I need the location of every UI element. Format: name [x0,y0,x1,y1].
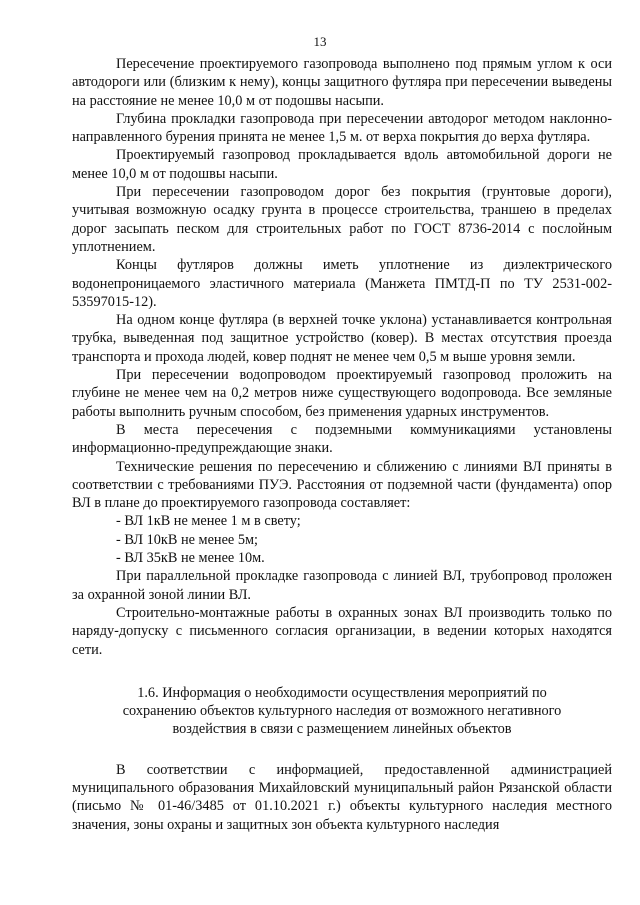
paragraph: Технические решения по пересечению и сближению с линиями ВЛ приняты в соответствии с требованиями ПУЭ. Расстояния от подземной части (фундамента) опор ВЛ в плане до проектируемого газопровода составляет: [72,458,612,512]
section-heading: 1.6. Информация о необходимости осуществления мероприятий по сохранению объектов культурного наследия от возможного негативного воздействия в связи с размещением линейных объектов [122,684,562,738]
paragraph: При пересечении водопроводом проектируемый газопровод проложить на глубине не менее чем на 0,2 метров ниже существующего водопровода. Все земляные работы выполнить ручным способом, без применения ударных инструментов. [72,367,612,420]
document-body [72,55,612,834]
paragraph: Строительно-монтажные работы в охранных зонах ВЛ производить только по наряду-допуску с письменного согласия организации, в ведении которых находятся сети. [72,604,612,658]
paragraph: На одном конце футляра (в верхней точке уклона) устанавливается контрольная трубка, выведенная под защитное устройство (ковер). В местах отсутствия проезда транспорта и прохода людей, ковер поднят не менее чем 0,5 м выше уровня земли. [72,312,612,365]
list-item: - ВЛ 1кВ не менее 1 м в свету; [116,513,301,530]
paragraph: Концы футляров должны иметь уплотнение из диэлектрического водонепроницаемого эластичного материала (Манжета ПМТД-П по ТУ 2531-002-53597015-12). [72,257,612,310]
paragraph: В соответствии с информацией, предоставленной администрацией муниципального образования Михайловский муниципальный район Рязанской области (письмо № 01-46/3485 от 01.10.2021 г.) объекты культурного наследия местного значения, зоны охраны и защитных зон объекта культурного наследия [72,761,612,833]
paragraph: При параллельной прокладке газопровода с линией ВЛ, трубопровод проложен за охранной зоной линии ВЛ. [72,568,612,603]
paragraph: В места пересечения с подземными коммуникациями установлены информационно-предупреждающие знаки. [72,421,612,457]
paragraph: Проектируемый газопровод прокладывается вдоль автомобильной дороги не менее 10,0 м от подошвы насыпи. [72,147,612,182]
paragraph: Глубина прокладки газопровода при пересечении автодорог методом наклонно-направленного бурения принята не менее 1,5 м. от верха покрытия до верха футляра. [72,110,612,146]
paragraph: Пересечение проектируемого газопровода выполнено под прямым углом к оси автодороги или (близким к нему), концы защитного футляра при пересечении выведены на расстояние не менее 10,0 м от подошвы насыпи. [72,56,612,109]
list-item: - ВЛ 35кВ не менее 10м. [116,550,265,567]
paragraph: При пересечении газопроводом дорог без покрытия (грунтовые дороги), учитывая возможную осадку грунта в процессе строительства, траншею в пределах дорог засыпать песком для строительных работ по ГОСТ 8736-2014 с послойным уплотнением. [72,184,612,255]
page-number: 13 [313,34,327,49]
list-item: - ВЛ 10кВ не менее 5м; [116,531,258,548]
